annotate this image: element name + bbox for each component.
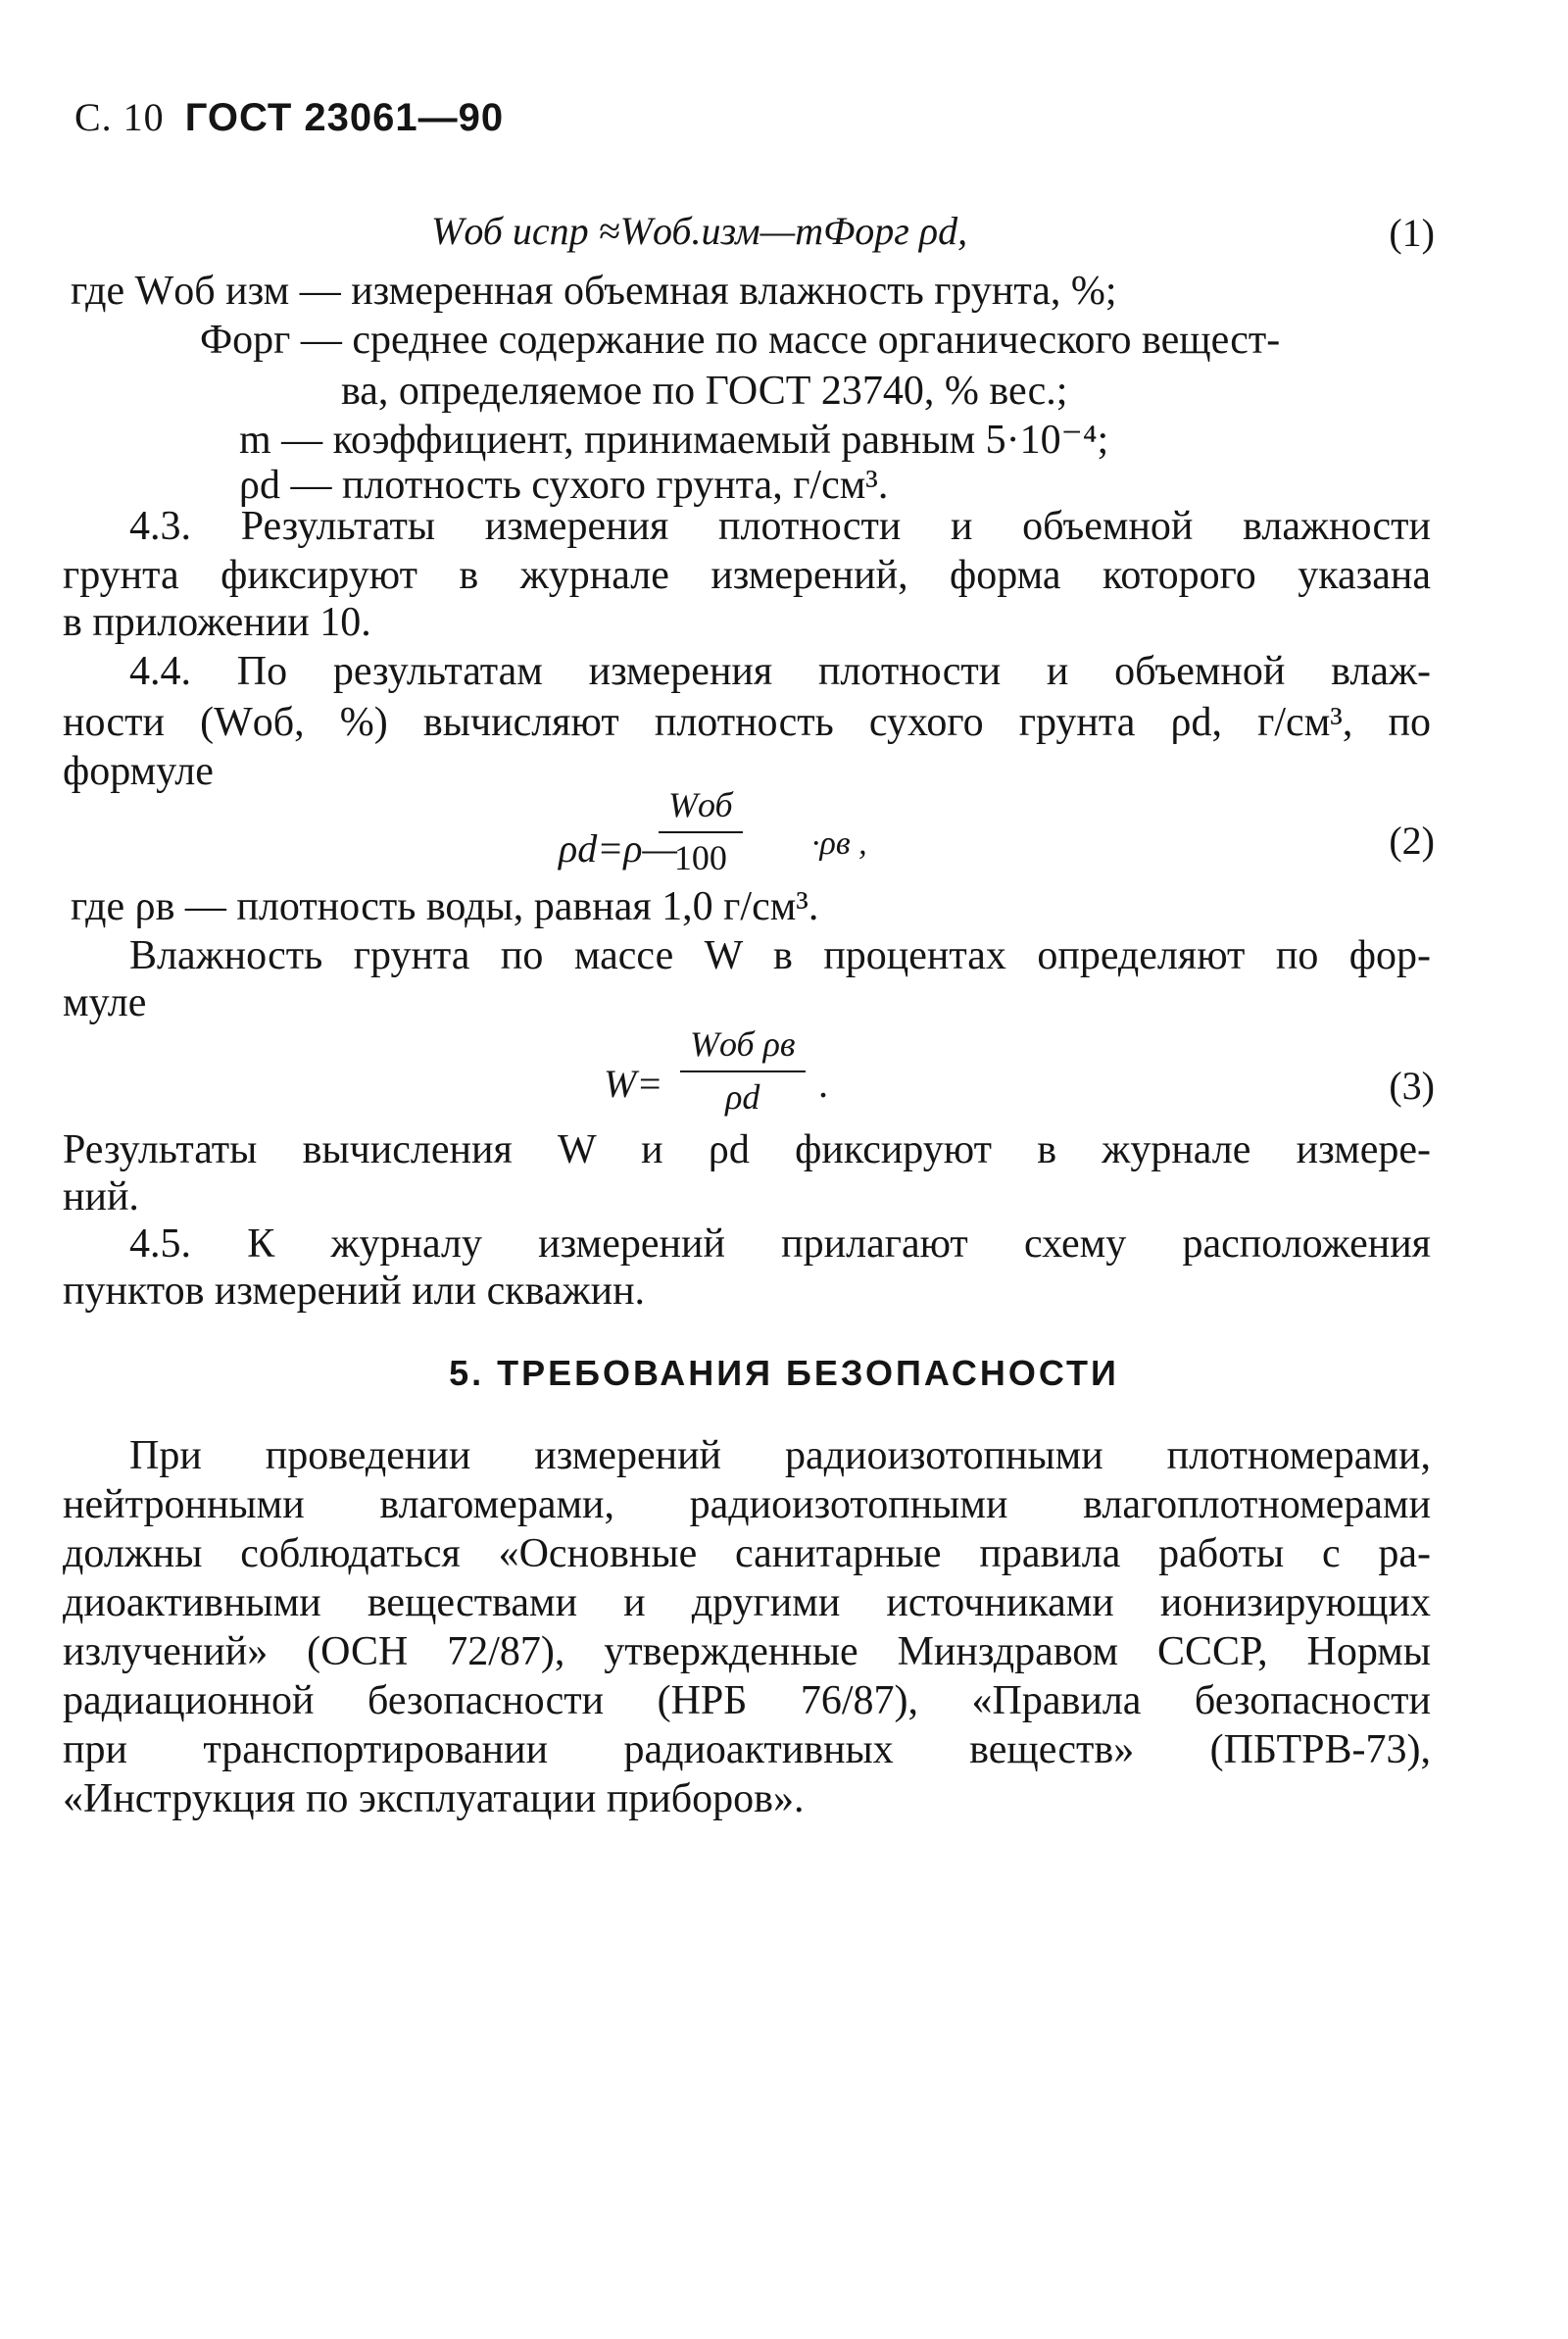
para-4-4-line-0: 4.4. По результатам измерения плотности и объемной влаж-	[129, 649, 1431, 694]
page-header	[74, 94, 504, 140]
formula-3-denominator: ρd	[725, 1077, 760, 1117]
para-4-3-line-1: грунта фиксируют в журнале измерений, форма которого указана	[63, 553, 1431, 598]
formula-2-denominator: 100	[673, 838, 727, 877]
para-4-3-line-0: 4.3. Результаты измерения плотности и объемной влажности	[129, 504, 1431, 549]
formula-2-fraction	[659, 784, 743, 878]
formula-2-numerator: Wоб	[659, 784, 743, 833]
formula-3-number: (3)	[1389, 1064, 1435, 1108]
where-2: где ρв — плотность воды, равная 1,0 г/см³.	[71, 884, 819, 929]
para-4-5-line-0: 4.5. К журналу измерений прилагают схему расположения	[129, 1221, 1431, 1267]
where-1-line-1: Форг — среднее содержание по массе органического вещест-	[200, 318, 1281, 363]
standard-code: ГОСТ 23061—90	[184, 96, 505, 139]
formula-2-right: ·ρв ,	[811, 825, 867, 862]
formula-1: Wоб испр ≈Wоб.изм—mФорг ρd,	[431, 209, 968, 253]
where-1-line-2: ва, определяемое по ГОСТ 23740, % вес.;	[341, 369, 1068, 414]
formula-3-fraction	[680, 1023, 806, 1118]
where-1-line-3: m — коэффициент, принимаемый равным 5·10⁻⁴;	[239, 418, 1109, 463]
results-line-1: ний.	[63, 1174, 139, 1219]
section-5-line-3: диоактивными веществами и другими источниками ионизирующих	[63, 1580, 1431, 1625]
formula-3-numerator: Wоб ρв	[680, 1023, 806, 1072]
section-5-line-1: нейтронными влагомерами, радиоизотопными влагоплотномерами	[63, 1482, 1431, 1527]
moisture-line-1: муле	[63, 980, 147, 1025]
moisture-line-0: Влажность грунта по массе W в процентах определяют по фор-	[129, 933, 1431, 978]
para-4-5-line-1: пунктов измерений или скважин.	[63, 1269, 646, 1314]
section-5-line-5: радиационной безопасности (НРБ 76/87), «Правила безопасности	[63, 1678, 1431, 1723]
formula-3-left: W=	[604, 1062, 663, 1106]
page-number: С. 10	[74, 95, 165, 139]
where-1-line-4: ρd — плотность сухого грунта, г/см³.	[239, 463, 889, 508]
formula-2-number: (2)	[1389, 819, 1435, 863]
para-4-3-line-2: в приложении 10.	[63, 600, 371, 645]
section-5-line-7: «Инструкция по эксплуатации приборов».	[63, 1776, 805, 1821]
formula-3-right: .	[819, 1062, 829, 1106]
para-4-4-line-2: формуле	[63, 749, 214, 794]
section-5-line-6: при транспортировании радиоактивных веществ» (ПБТРВ-73),	[63, 1727, 1431, 1772]
section-5-title: 5. ТРЕБОВАНИЯ БЕЗОПАСНОСТИ	[449, 1353, 1119, 1393]
results-line-0: Результаты вычисления W и ρd фиксируют в журнале измере-	[63, 1127, 1431, 1172]
formula-2-left: ρd=ρ—	[559, 826, 677, 871]
where-1-line-0: где Wоб изм — измеренная объемная влажность грунта, %;	[71, 269, 1117, 314]
formula-1-number: (1)	[1389, 211, 1435, 255]
section-5-line-2: должны соблюдаться «Основные санитарные правила работы с ра-	[63, 1531, 1431, 1576]
section-5-line-0: При проведении измерений радиоизотопными плотномерами,	[129, 1433, 1431, 1478]
section-5-line-4: излучений» (ОСН 72/87), утвержденные Минздравом СССР, Нормы	[63, 1629, 1431, 1674]
para-4-4-line-1: ности (Wоб, %) вычисляют плотность сухого грунта ρd, г/см³, по	[63, 700, 1431, 745]
